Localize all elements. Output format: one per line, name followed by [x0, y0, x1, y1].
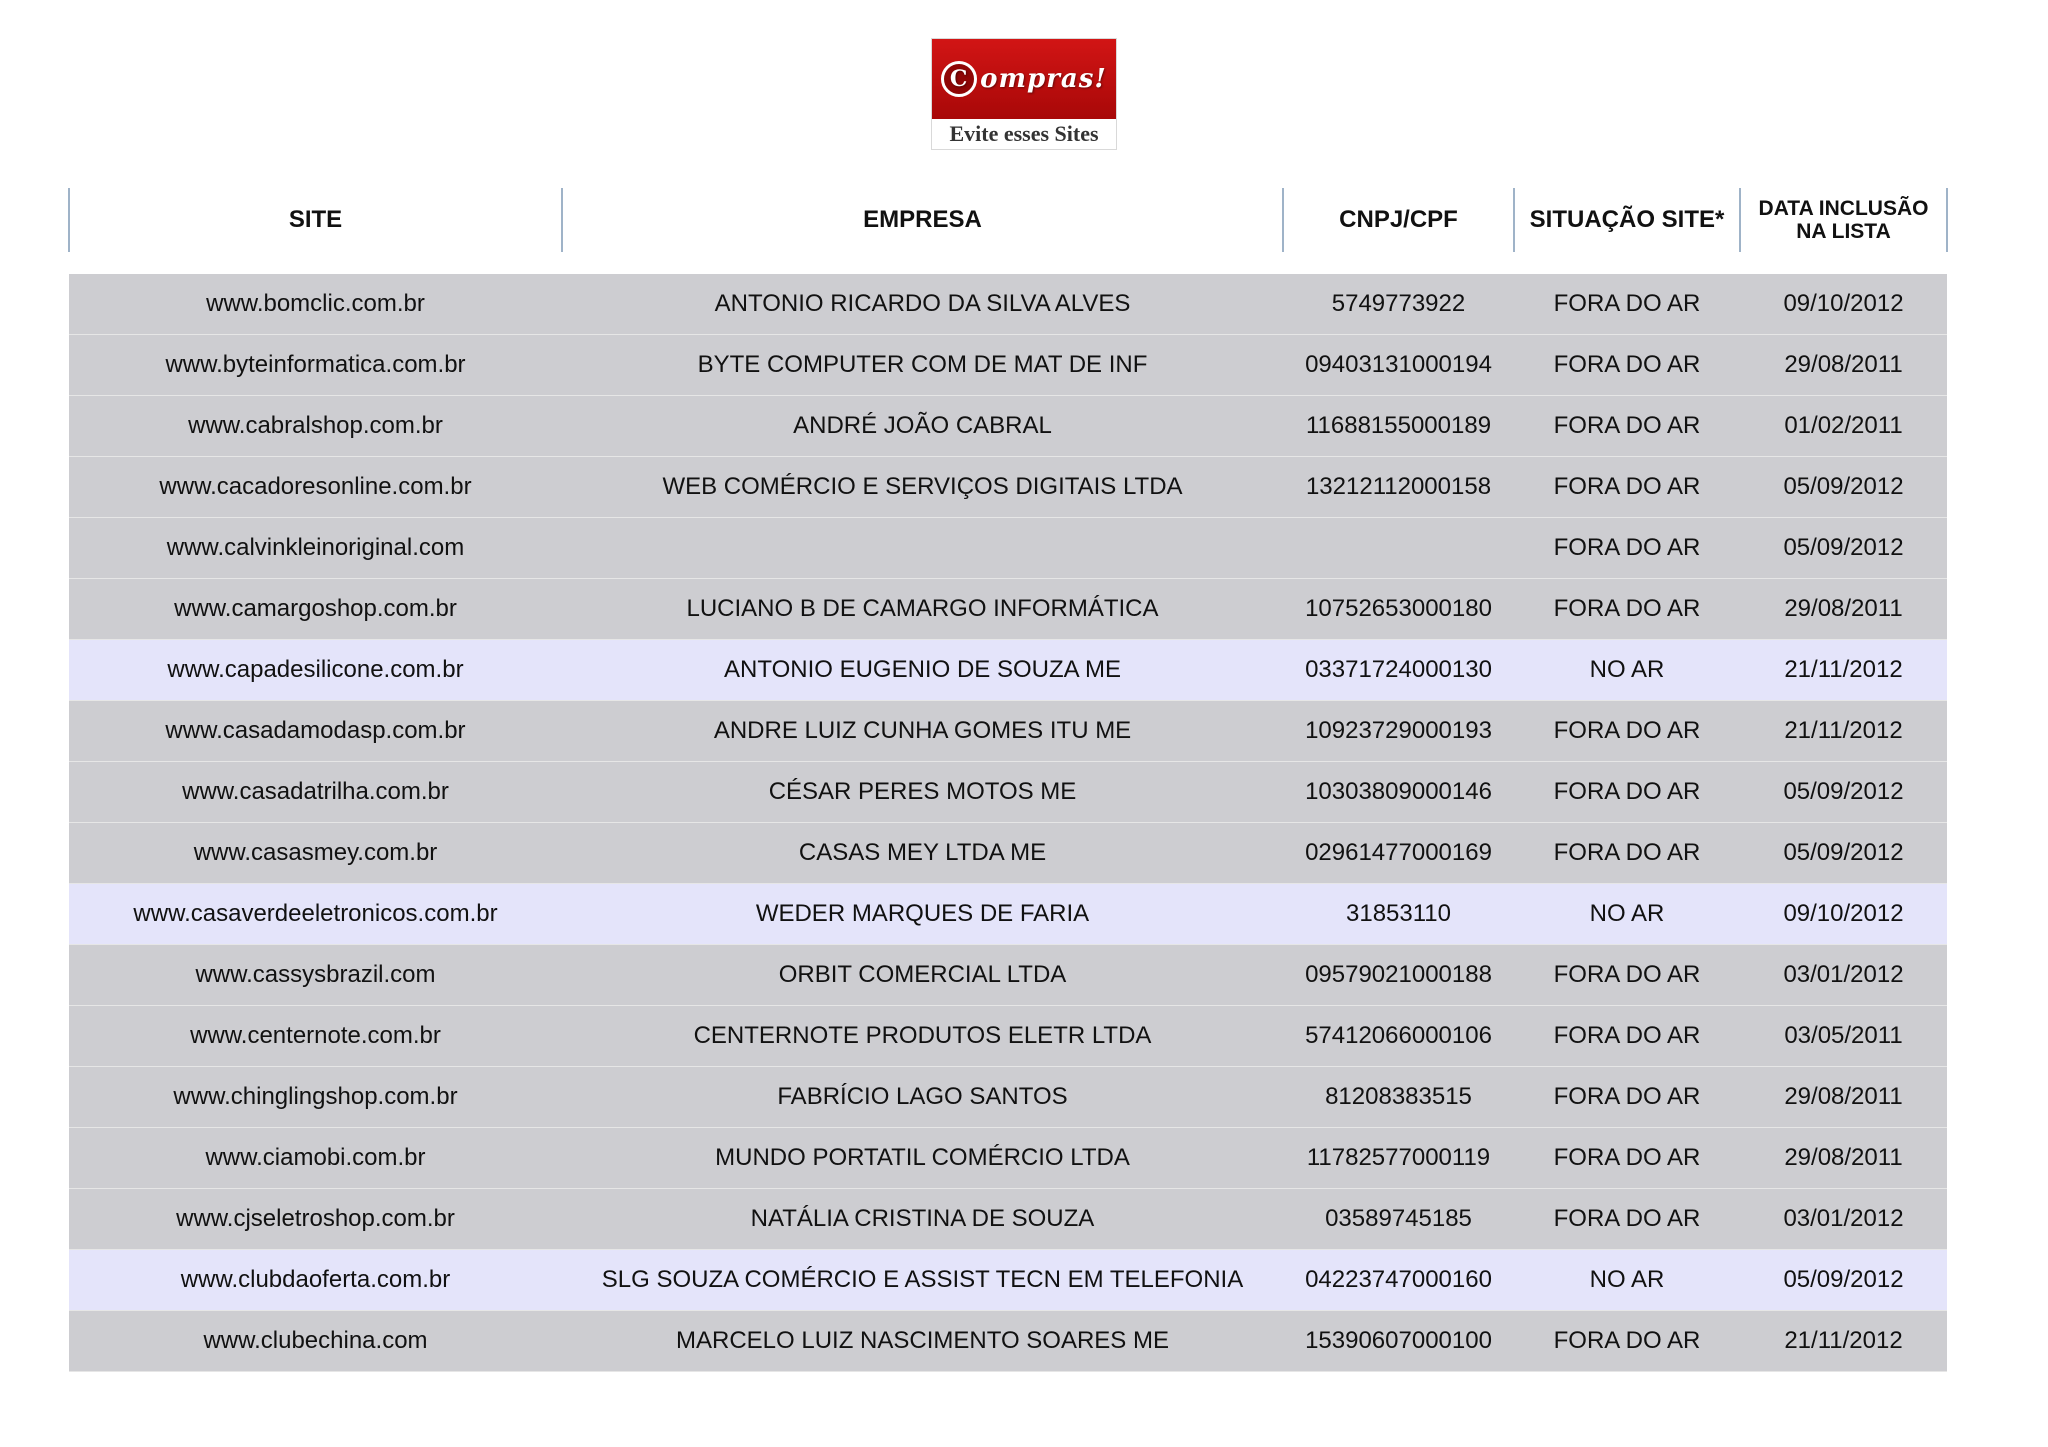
cell-site: www.camargoshop.com.br [69, 579, 562, 640]
cell-data: 21/11/2012 [1740, 701, 1947, 762]
cell-empresa: MARCELO LUIZ NASCIMENTO SOARES ME [562, 1311, 1283, 1372]
cell-site: www.cjseletroshop.com.br [69, 1189, 562, 1250]
cell-cnpj: 09579021000188 [1283, 945, 1514, 1006]
cell-empresa: FABRÍCIO LAGO SANTOS [562, 1067, 1283, 1128]
cell-site: www.casasmey.com.br [69, 823, 562, 884]
cell-data: 09/10/2012 [1740, 884, 1947, 945]
header-cnpj: CNPJ/CPF [1283, 188, 1514, 252]
cell-situacao: FORA DO AR [1514, 1189, 1740, 1250]
cell-cnpj: 57412066000106 [1283, 1006, 1514, 1067]
header-site: SITE [69, 188, 562, 252]
cell-site: www.capadesilicone.com.br [69, 640, 562, 701]
cell-situacao: FORA DO AR [1514, 1311, 1740, 1372]
cell-data: 05/09/2012 [1740, 1250, 1947, 1311]
cell-cnpj: 15390607000100 [1283, 1311, 1514, 1372]
cell-situacao: NO AR [1514, 640, 1740, 701]
cell-empresa: NATÁLIA CRISTINA DE SOUZA [562, 1189, 1283, 1250]
logo-c-icon: C [941, 61, 977, 97]
table-row [69, 1311, 1947, 1372]
header-situacao: SITUAÇÃO SITE* [1514, 188, 1740, 252]
cell-situacao: FORA DO AR [1514, 1128, 1740, 1189]
cell-cnpj: 03371724000130 [1283, 640, 1514, 701]
cell-situacao: FORA DO AR [1514, 579, 1740, 640]
table-row [69, 457, 1947, 518]
cell-site: www.chinglingshop.com.br [69, 1067, 562, 1128]
cell-site: www.clubdaoferta.com.br [69, 1250, 562, 1311]
cell-site: www.ciamobi.com.br [69, 1128, 562, 1189]
cell-situacao: NO AR [1514, 884, 1740, 945]
cell-data: 29/08/2011 [1740, 1128, 1947, 1189]
cell-data: 29/08/2011 [1740, 1067, 1947, 1128]
table-row [69, 335, 1947, 396]
header-data-inclusao: DATA INCLUSÃO NA LISTA [1740, 188, 1947, 252]
cell-cnpj: 02961477000169 [1283, 823, 1514, 884]
cell-data: 03/05/2011 [1740, 1006, 1947, 1067]
cell-empresa: ANDRÉ JOÃO CABRAL [562, 396, 1283, 457]
table-row [69, 701, 1947, 762]
cell-situacao: FORA DO AR [1514, 762, 1740, 823]
cell-site: www.clubechina.com [69, 1311, 562, 1372]
table-row [69, 274, 1947, 335]
cell-cnpj [1283, 518, 1514, 579]
logo-banner [932, 39, 1116, 119]
table-row [69, 1250, 1947, 1311]
cell-site: www.calvinkleinoriginal.com [69, 518, 562, 579]
cell-empresa: SLG SOUZA COMÉRCIO E ASSIST TECN EM TELEFONIA [562, 1250, 1283, 1311]
cell-data: 03/01/2012 [1740, 1189, 1947, 1250]
table-row [69, 1189, 1947, 1250]
cell-cnpj: 10303809000146 [1283, 762, 1514, 823]
cell-site: www.cabralshop.com.br [69, 396, 562, 457]
blacklist-table [68, 188, 1948, 1372]
cell-data: 09/10/2012 [1740, 274, 1947, 335]
cell-cnpj: 10752653000180 [1283, 579, 1514, 640]
cell-data: 03/01/2012 [1740, 945, 1947, 1006]
compras-logo [931, 38, 1117, 150]
cell-empresa: CÉSAR PERES MOTOS ME [562, 762, 1283, 823]
logo-wordmark [941, 61, 1107, 97]
cell-cnpj: 04223747000160 [1283, 1250, 1514, 1311]
cell-cnpj: 13212112000158 [1283, 457, 1514, 518]
cell-empresa: MUNDO PORTATIL COMÉRCIO LTDA [562, 1128, 1283, 1189]
cell-cnpj: 11688155000189 [1283, 396, 1514, 457]
cell-cnpj: 81208383515 [1283, 1067, 1514, 1128]
cell-site: www.bomclic.com.br [69, 274, 562, 335]
cell-cnpj: 11782577000119 [1283, 1128, 1514, 1189]
table-row [69, 1128, 1947, 1189]
table-row [69, 518, 1947, 579]
cell-data: 05/09/2012 [1740, 762, 1947, 823]
cell-situacao: FORA DO AR [1514, 1006, 1740, 1067]
cell-situacao: FORA DO AR [1514, 396, 1740, 457]
cell-data: 05/09/2012 [1740, 518, 1947, 579]
cell-situacao: FORA DO AR [1514, 457, 1740, 518]
cell-site: www.casadatrilha.com.br [69, 762, 562, 823]
cell-empresa: CASAS MEY LTDA ME [562, 823, 1283, 884]
table-row [69, 640, 1947, 701]
cell-cnpj: 5749773922 [1283, 274, 1514, 335]
cell-empresa: ANTONIO RICARDO DA SILVA ALVES [562, 274, 1283, 335]
cell-empresa: CENTERNOTE PRODUTOS ELETR LTDA [562, 1006, 1283, 1067]
cell-situacao: FORA DO AR [1514, 1067, 1740, 1128]
cell-site: www.casadamodasp.com.br [69, 701, 562, 762]
table-row [69, 762, 1947, 823]
table-row [69, 396, 1947, 457]
table-header [69, 188, 1947, 252]
cell-situacao: FORA DO AR [1514, 823, 1740, 884]
cell-empresa: ANDRE LUIZ CUNHA GOMES ITU ME [562, 701, 1283, 762]
cell-site: www.cacadoresonline.com.br [69, 457, 562, 518]
cell-data: 29/08/2011 [1740, 579, 1947, 640]
cell-situacao: FORA DO AR [1514, 335, 1740, 396]
table-row [69, 884, 1947, 945]
cell-situacao: FORA DO AR [1514, 701, 1740, 762]
cell-data: 01/02/2011 [1740, 396, 1947, 457]
cell-cnpj: 03589745185 [1283, 1189, 1514, 1250]
cell-empresa [562, 518, 1283, 579]
cell-empresa: ORBIT COMERCIAL LTDA [562, 945, 1283, 1006]
cell-situacao: FORA DO AR [1514, 518, 1740, 579]
cell-empresa: WEDER MARQUES DE FARIA [562, 884, 1283, 945]
cell-empresa: BYTE COMPUTER COM DE MAT DE INF [562, 335, 1283, 396]
logo-title: ompras! [980, 64, 1107, 94]
cell-data: 05/09/2012 [1740, 823, 1947, 884]
cell-data: 29/08/2011 [1740, 335, 1947, 396]
cell-site: www.casaverdeeletronicos.com.br [69, 884, 562, 945]
table-row [69, 945, 1947, 1006]
table-body [69, 252, 1947, 1372]
cell-situacao: NO AR [1514, 1250, 1740, 1311]
cell-empresa: LUCIANO B DE CAMARGO INFORMÁTICA [562, 579, 1283, 640]
cell-data: 21/11/2012 [1740, 640, 1947, 701]
cell-data: 05/09/2012 [1740, 457, 1947, 518]
table-row [69, 1006, 1947, 1067]
header-empresa: EMPRESA [562, 188, 1283, 252]
cell-site: www.cassysbrazil.com [69, 945, 562, 1006]
cell-cnpj: 10923729000193 [1283, 701, 1514, 762]
table-row [69, 823, 1947, 884]
cell-cnpj: 09403131000194 [1283, 335, 1514, 396]
cell-cnpj: 31853110 [1283, 884, 1514, 945]
cell-data: 21/11/2012 [1740, 1311, 1947, 1372]
table-row [69, 1067, 1947, 1128]
cell-empresa: WEB COMÉRCIO E SERVIÇOS DIGITAIS LTDA [562, 457, 1283, 518]
cell-situacao: FORA DO AR [1514, 945, 1740, 1006]
cell-situacao: FORA DO AR [1514, 274, 1740, 335]
logo-subtitle: Evite esses Sites [949, 121, 1099, 146]
cell-empresa: ANTONIO EUGENIO DE SOUZA ME [562, 640, 1283, 701]
cell-site: www.centernote.com.br [69, 1006, 562, 1067]
table-row [69, 579, 1947, 640]
cell-site: www.byteinformatica.com.br [69, 335, 562, 396]
